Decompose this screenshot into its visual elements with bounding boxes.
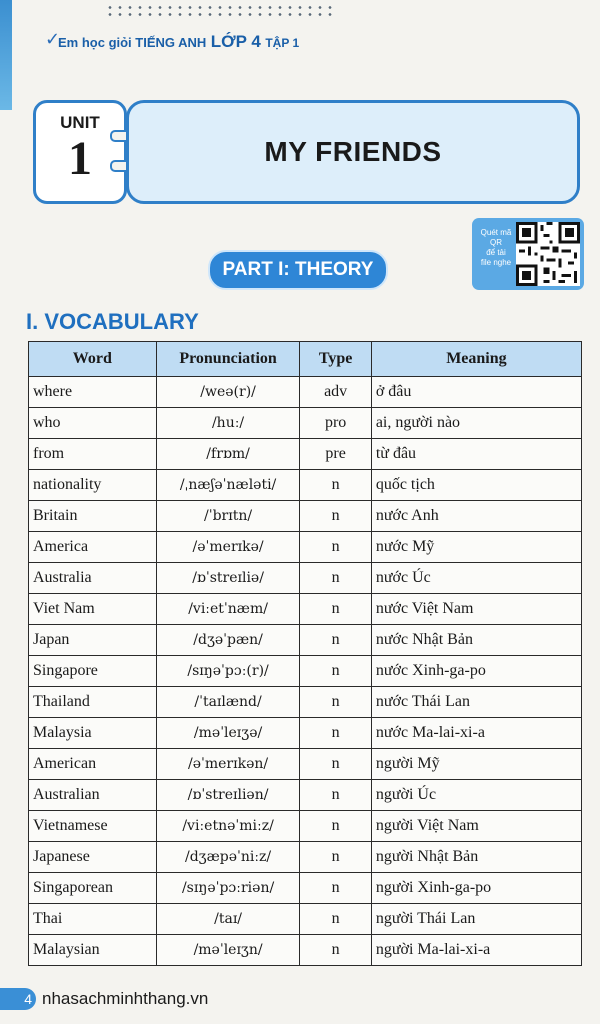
cell-type: n [300,842,371,873]
column-header-pronunciation: Pronunciation [156,342,300,377]
part-label-pill [208,250,388,290]
cell-word: where [29,377,157,408]
cell-meaning: nước Anh [371,501,581,532]
cell-meaning: ai, người nào [371,408,581,439]
grade-label: LỚP 4 [210,32,261,51]
table-row [29,532,582,563]
cell-meaning: nước Úc [371,563,581,594]
cell-pronunciation: /dʒəˈpæn/ [156,625,300,656]
table-header-row [29,342,582,377]
cell-meaning: quốc tịch [371,470,581,501]
dotted-decoration [105,4,335,18]
cell-meaning: người Việt Nam [371,811,581,842]
table-row [29,594,582,625]
cell-meaning: người Úc [371,780,581,811]
cell-type: n [300,656,371,687]
cell-word: Malaysian [29,935,157,966]
column-header-word: Word [29,342,157,377]
cell-meaning: nước Ma-lai-xi-a [371,718,581,749]
cell-type: n [300,873,371,904]
cell-word: American [29,749,157,780]
part-label: PART I: THEORY [222,259,374,280]
unit-number-box [33,100,127,204]
cell-type: n [300,532,371,563]
checkmark-icon: ✓ [45,29,61,50]
corner-decoration-strip [0,0,12,110]
unit-number: 1 [68,132,92,185]
cell-pronunciation: /taɪ/ [156,904,300,935]
table-row [29,625,582,656]
cell-word: Vietnamese [29,811,157,842]
cell-word: Singaporean [29,873,157,904]
cell-word: Thailand [29,687,157,718]
table-row [29,904,582,935]
page-number-badge [0,988,36,1010]
cell-meaning: từ đâu [371,439,581,470]
section-heading: I. VOCABULARY [26,309,199,334]
cell-meaning: nước Việt Nam [371,594,581,625]
cell-meaning: người Ma-lai-xi-a [371,935,581,966]
vocabulary-table [28,341,582,966]
table-row [29,935,582,966]
cell-meaning: người Thái Lan [371,904,581,935]
table-row [29,842,582,873]
cell-meaning: người Nhật Bản [371,842,581,873]
publisher-website: nhasachminhthang.vn [42,989,209,1008]
unit-label: UNIT [60,113,100,132]
qr-caption-line: Quét mã [480,228,512,237]
cell-word: Australian [29,780,157,811]
table-row [29,749,582,780]
cell-type: n [300,594,371,625]
cell-type: pro [300,408,371,439]
cell-meaning: nước Thái Lan [371,687,581,718]
table-row [29,470,582,501]
table-row [29,501,582,532]
cell-pronunciation: /dʒæpəˈniːz/ [156,842,300,873]
cell-type: n [300,718,371,749]
cell-meaning: người Xinh-ga-po [371,873,581,904]
column-header-type: Type [300,342,371,377]
cell-pronunciation: /əˈmerɪkə/ [156,532,300,563]
cell-pronunciation: /məˈleɪʒə/ [156,718,300,749]
cell-word: Viet Nam [29,594,157,625]
cell-type: n [300,563,371,594]
qr-caption-line: để tải [486,248,506,257]
cell-word: Malaysia [29,718,157,749]
cell-type: n [300,749,371,780]
cell-meaning: nước Mỹ [371,532,581,563]
cell-pronunciation: /weə(r)/ [156,377,300,408]
table-row [29,563,582,594]
cell-pronunciation: /əˈmerɪkən/ [156,749,300,780]
qr-caption-line: QR [490,238,502,247]
cell-type: adv [300,377,371,408]
cell-type: n [300,687,371,718]
cell-pronunciation: /sɪŋəˈpɔːriən/ [156,873,300,904]
cell-pronunciation: /ɒˈstreɪliən/ [156,780,300,811]
cell-meaning: người Mỹ [371,749,581,780]
cell-pronunciation: /viːetnəˈmiːz/ [156,811,300,842]
cell-pronunciation: /viːetˈnæm/ [156,594,300,625]
cell-pronunciation: /huː/ [156,408,300,439]
cell-word: Britain [29,501,157,532]
cell-pronunciation: /frɒm/ [156,439,300,470]
cell-pronunciation: /ˌnæʃəˈnæləti/ [156,470,300,501]
cell-pronunciation: /məˈleɪʒn/ [156,935,300,966]
qr-download-panel[interactable] [472,218,584,290]
cell-word: nationality [29,470,157,501]
table-row [29,377,582,408]
qr-code-icon[interactable] [516,222,580,286]
cell-type: n [300,811,371,842]
cell-pronunciation: /ˈtaɪlænd/ [156,687,300,718]
cell-word: Singapore [29,656,157,687]
cell-pronunciation: /ɒˈstreɪliə/ [156,563,300,594]
table-row [29,811,582,842]
cell-type: n [300,470,371,501]
cell-meaning: nước Xinh-ga-po [371,656,581,687]
cell-type: pre [300,439,371,470]
cell-word: Thai [29,904,157,935]
table-row [29,873,582,904]
unit-title: MY FRIENDS [264,136,442,167]
cell-pronunciation: /ˈbrɪtn/ [156,501,300,532]
table-row [29,408,582,439]
qr-caption [475,228,517,268]
cell-meaning: nước Nhật Bản [371,625,581,656]
cell-word: Japan [29,625,157,656]
table-row [29,718,582,749]
cell-word: Australia [29,563,157,594]
table-row [29,656,582,687]
qr-caption-line: file nghe [480,258,512,267]
cell-type: n [300,780,371,811]
cell-word: from [29,439,157,470]
table-row [29,780,582,811]
cell-type: n [300,501,371,532]
cell-type: n [300,904,371,935]
cell-meaning: ở đâu [371,377,581,408]
cell-pronunciation: /sɪŋəˈpɔː(r)/ [156,656,300,687]
cell-word: Japanese [29,842,157,873]
table-row [29,687,582,718]
unit-title-box [126,100,580,204]
cell-type: n [300,935,371,966]
series-prefix: Em học giỏi TIẾNG ANH [58,35,207,50]
table-row [29,439,582,470]
page-number: 4 [24,991,32,1007]
column-header-meaning: Meaning [371,342,581,377]
book-series-header [58,32,299,52]
cell-word: America [29,532,157,563]
cell-type: n [300,625,371,656]
volume-label: TẬP 1 [265,36,300,50]
cell-word: who [29,408,157,439]
